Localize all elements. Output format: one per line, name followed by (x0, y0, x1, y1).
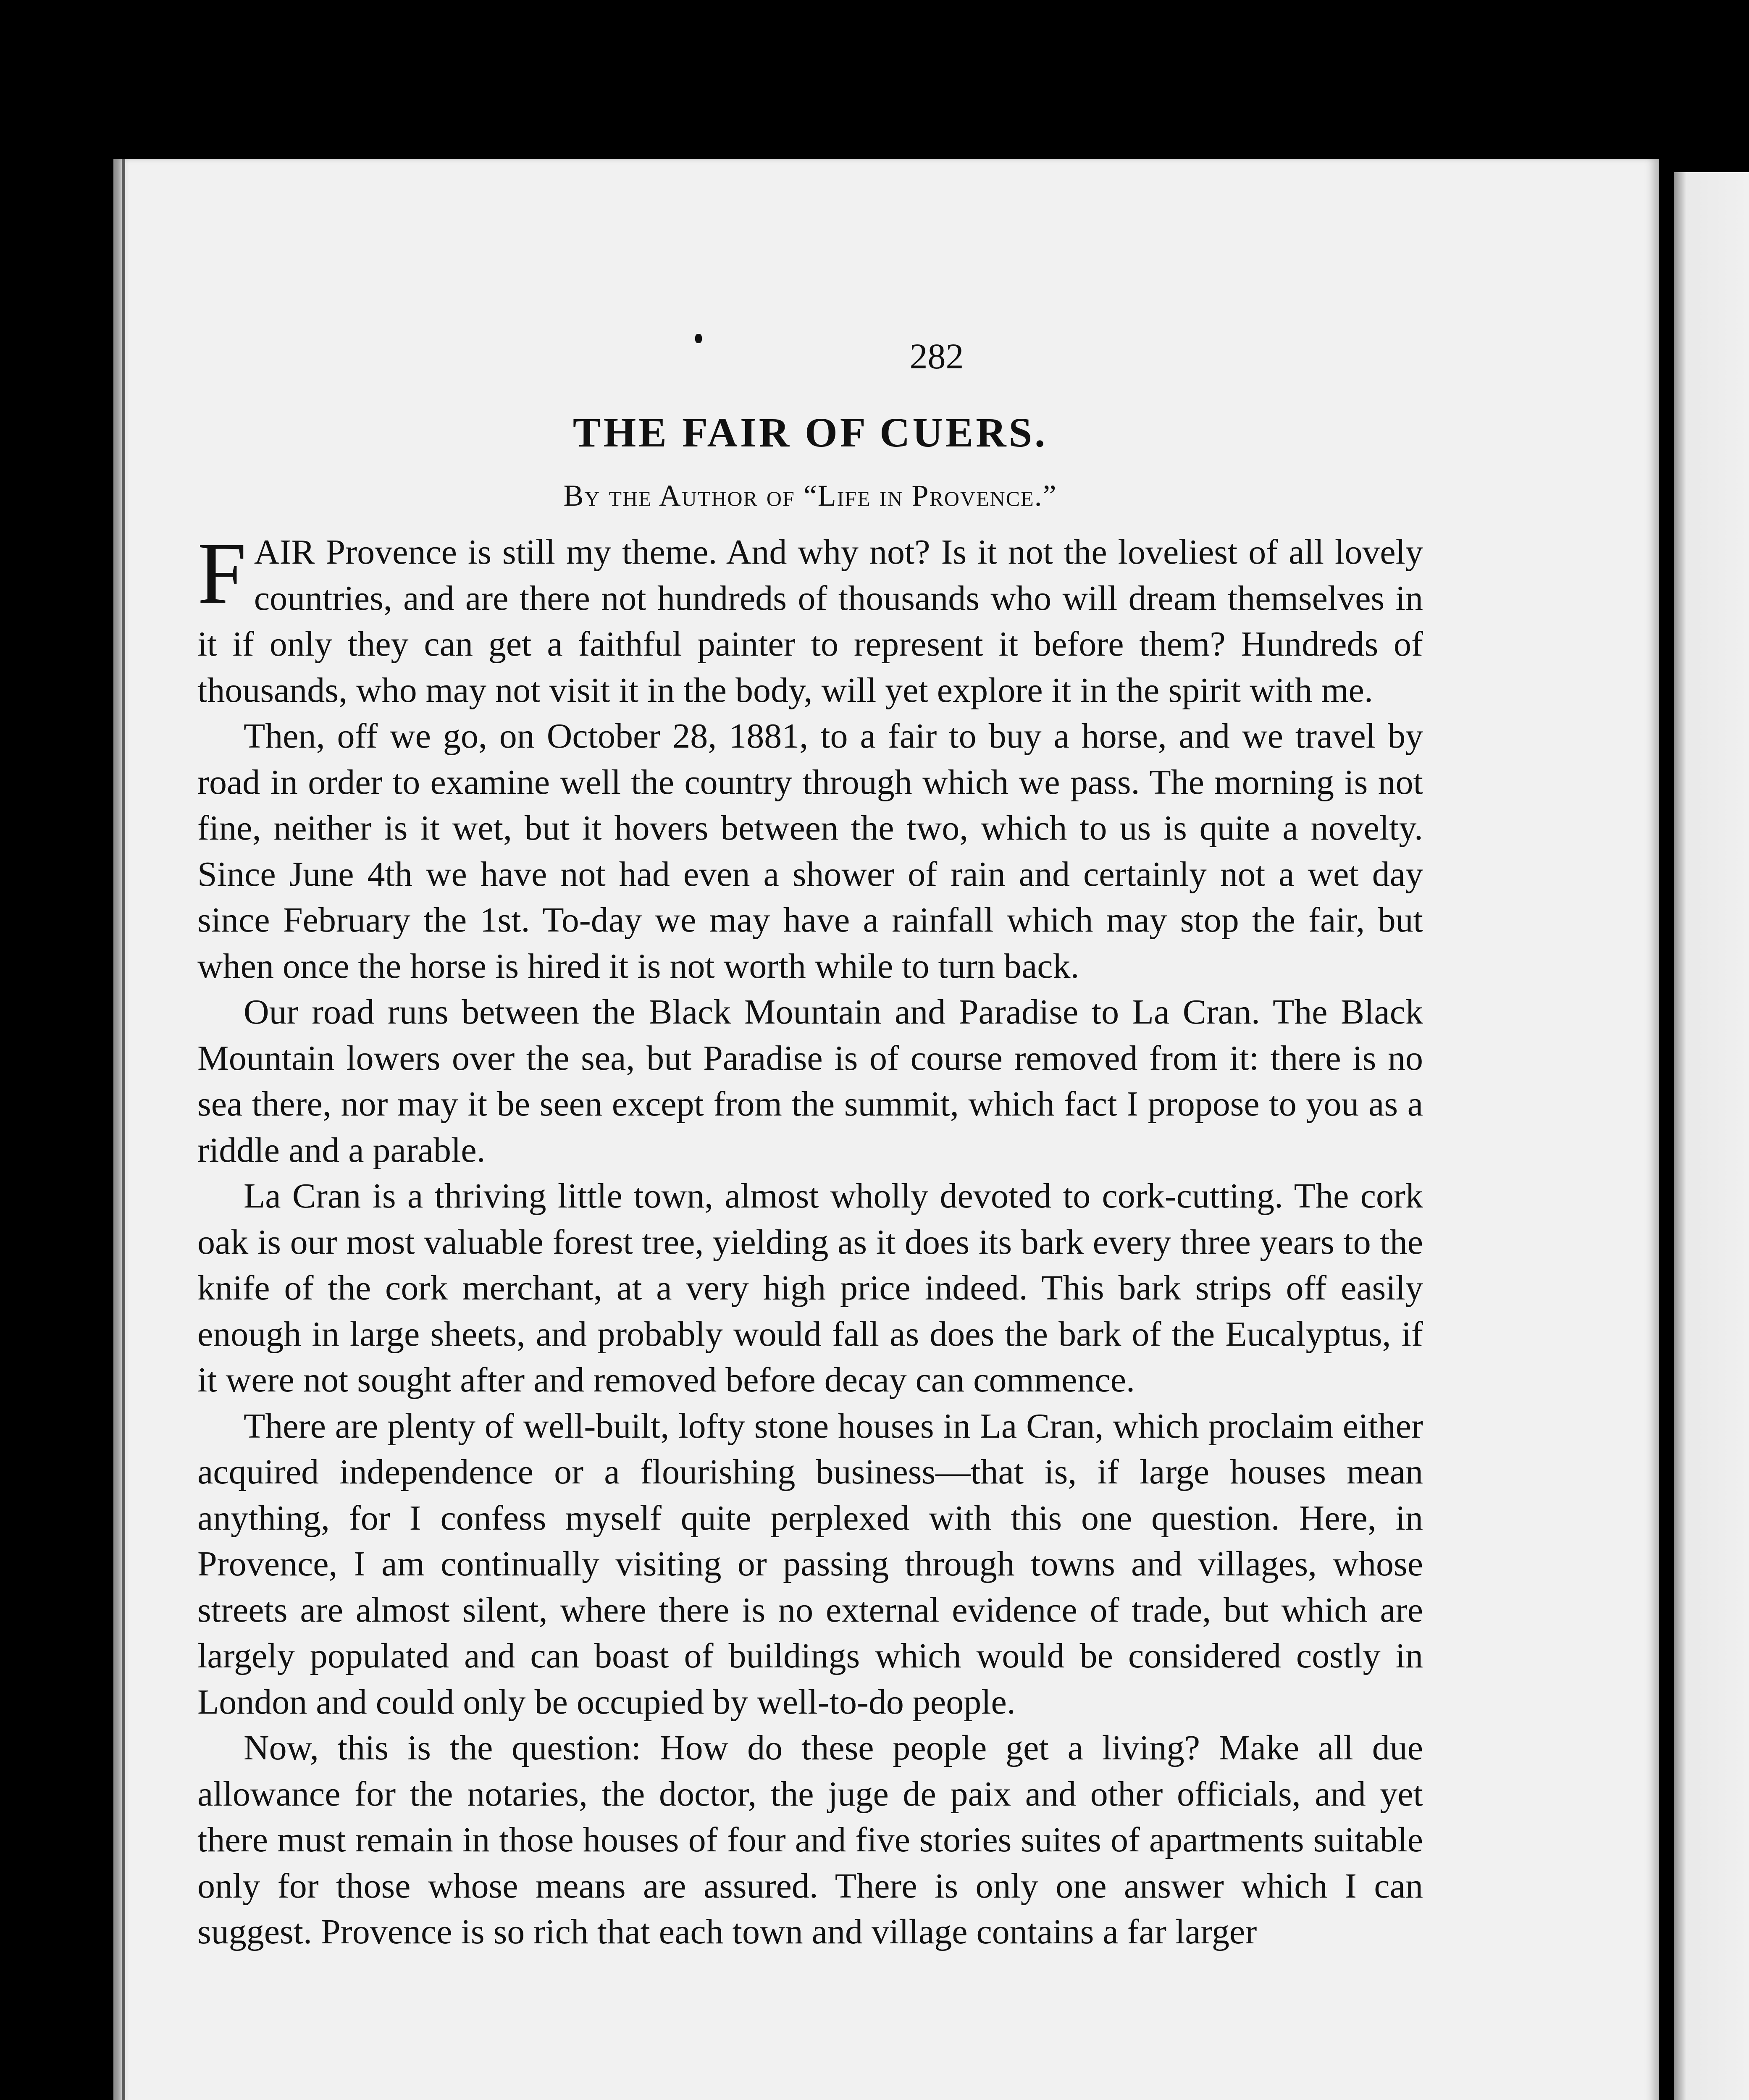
page-gutter-shadow (122, 159, 125, 2100)
article-byline: By the Author of “Life in Provence.” (563, 479, 1057, 512)
article (197, 403, 1423, 1955)
paragraph-1-text: Provence is still my theme. And why not? Is it not the loveliest of all lovely countries, and are there not hundreds of thousands who will dream themselves in it if only they can get a faithful painter to represent it before them? Hundreds of thousands, who may not visit it in the body, will yet explore it in the spirit with me. (197, 533, 1423, 710)
paragraph-3: Our road runs between the Black Mountain and Paradise to La Cran. The Black Mountain lowers over the sea, but Paradise is of course removed from it: there is no sea there, nor may it be seen except from the summit, which fact I propose to you as a riddle and a parable. (197, 992, 1423, 1170)
paragraph-4: La Cran is a thriving little town, almost wholly devoted to cork-cutting. The cork oak is our most valuable forest tree, yielding as it does its bark every three years to the knife of the cork merchant, at a very high price indeed. This bark strips off easily enough in large sheets, and probably would fall as does the bark of the Eucalyptus, if it were not sought after and removed before decay can commence. (197, 1176, 1423, 1399)
paragraph-6: Now, this is the question: How do these people get a living? Make all due allowance for the notaries, the doctor, the juge de paix and other officials, and yet there must remain in those houses of four and five stories suites of apartments suitable only for those whose means are assured. There is only one answer which I can suggest. Provence is so rich that each town and village contains a far larger (197, 1728, 1423, 1951)
paragraph-5: There are plenty of well-built, lofty stone houses in La Cran, which proclaim either acquired independence or a flourishing business—that is, if large houses mean anything, for I confess myself quite perplexed with this one question. Here, in Provence, I am continually visiting or passing through towns and villages, whose streets are almost silent, where there is no external evidence of trade, but which are largely populated and can boast of buildings which would be considered costly in London and could only be occupied by well-to-do people. (197, 1406, 1423, 1722)
page-number: 282 (909, 336, 964, 376)
lead-in: AIR (254, 533, 315, 572)
paragraph-1 (197, 525, 1423, 713)
drop-cap: F (197, 525, 247, 622)
next-page-edge (1674, 172, 1749, 2100)
paragraph-2: Then, off we go, on October 28, 1881, to a fair to buy a horse, and we travel by road in order to examine well the country through which we pass. The morning is not fine, neither is it wet, but it hovers between the two, which to us is quite a novelty. Since June 4th we have not had even a shower of rain and certainly not a wet day since February the 1st. To-day we may have a rainfall which may stop the fair, but when once the horse is hired it is not worth while to turn back. (197, 717, 1423, 986)
article-title: THE FAIR OF CUERS. (572, 409, 1048, 456)
